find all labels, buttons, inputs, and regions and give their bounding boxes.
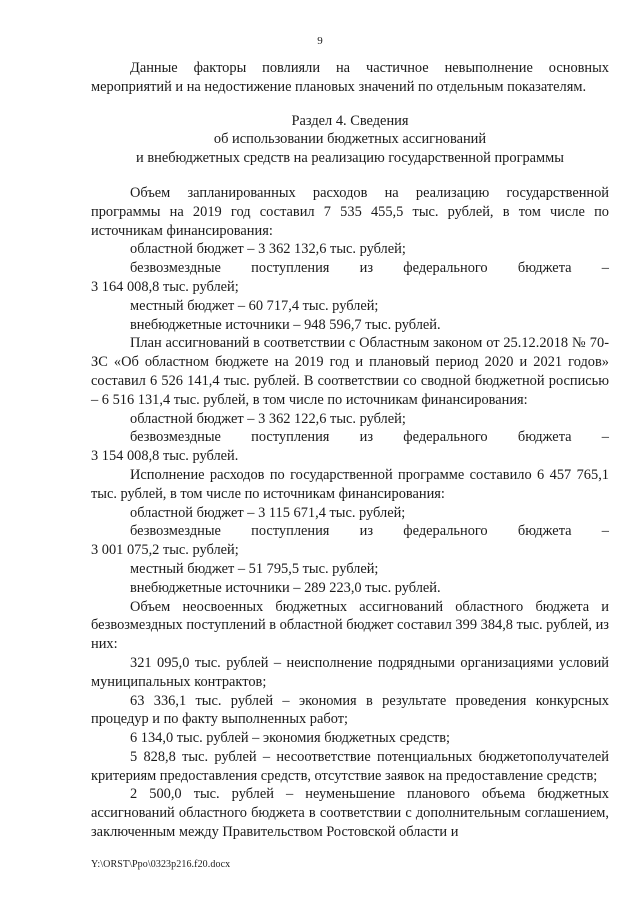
paragraph: Объем запланированных расходов на реализацию государственной программы на 2019 год составил 7 535 455,5 тыс. рублей, в том числе по источникам финансирования: bbox=[91, 184, 609, 239]
funding-item: безвозмездные поступления из федерального бюджета – bbox=[130, 523, 609, 540]
section-heading-line: Раздел 4. Сведения bbox=[291, 112, 409, 129]
funding-item-continuation: 3 001 075,2 тыс. рублей; bbox=[91, 542, 239, 559]
funding-item: безвозмездные поступления из федерального бюджета – bbox=[130, 260, 609, 277]
funding-item: областной бюджет – 3 362 122,6 тыс. рублей; bbox=[130, 410, 406, 427]
funding-item: местный бюджет – 51 795,5 тыс. рублей; bbox=[130, 560, 379, 577]
funding-item: областной бюджет – 3 115 671,4 тыс. рублей; bbox=[130, 504, 406, 521]
funding-item-continuation: 3 164 008,8 тыс. рублей; bbox=[91, 278, 239, 295]
list-item: 2 500,0 тыс. рублей – неуменьшение планового объема бюджетных ассигнований областного бюджета в соответствии с дополнительным соглашением, заключенным между Правительством Ростовской области и bbox=[91, 786, 609, 841]
footer-file-path: Y:\ORST\Ppo\0323p216.f20.docx bbox=[91, 859, 231, 870]
document-body bbox=[91, 59, 609, 842]
funding-item: областной бюджет – 3 362 132,6 тыс. рублей; bbox=[130, 241, 406, 258]
paragraph: Объем неосвоенных бюджетных ассигнований областного бюджета и безвозмездных поступлений в областной бюджет составил 399 384,8 тыс. рублей, из них: bbox=[91, 598, 609, 653]
funding-item: местный бюджет – 60 717,4 тыс. рублей; bbox=[130, 297, 379, 314]
list-item: 63 336,1 тыс. рублей – экономия в результате проведения конкурсных процедур и по факту выполненных работ; bbox=[91, 692, 609, 728]
paragraph: Данные факторы повлияли на частичное невыполнение основных мероприятий и на недостижение плановых значений по отдельным показателям. bbox=[91, 60, 609, 95]
funding-item: внебюджетные источники – 289 223,0 тыс. рублей. bbox=[130, 579, 441, 596]
list-item: 321 095,0 тыс. рублей – неисполнение подрядными организациями условий муниципальных контрактов; bbox=[91, 654, 609, 690]
funding-item: безвозмездные поступления из федерального бюджета – bbox=[130, 429, 609, 446]
list-item: 5 828,8 тыс. рублей – несоответствие потенциальных бюджетополучателей критериям предоставления средств, отсутствие заявок на предоставление средств; bbox=[91, 748, 609, 784]
funding-item: внебюджетные источники – 948 596,7 тыс. рублей. bbox=[130, 316, 441, 333]
section-heading bbox=[91, 112, 609, 168]
section-heading-line: об использовании бюджетных ассигнований bbox=[213, 131, 487, 148]
paragraph: Исполнение расходов по государственной программе составило 6 457 765,1 тыс. рублей, в том числе по источникам финансирования: bbox=[91, 466, 609, 502]
page-number: 9 bbox=[317, 35, 323, 47]
section-heading-line: и внебюджетных средств на реализацию государственной программы bbox=[136, 150, 564, 167]
funding-item-continuation: 3 154 008,8 тыс. рублей. bbox=[91, 448, 239, 465]
list-item: 6 134,0 тыс. рублей – экономия бюджетных средств; bbox=[130, 730, 451, 747]
paragraph: План ассигнований в соответствии с Областным законом от 25.12.2018 № 70-ЗС «Об областном бюджете на 2019 год и плановый период 2020 и 2021 годов» составил 6 526 141,4 тыс. рублей. В соответствии со сводной бюджетной росписью – 6 516 131,4 тыс. рублей, в том числе по источникам финансирования: bbox=[91, 335, 609, 408]
